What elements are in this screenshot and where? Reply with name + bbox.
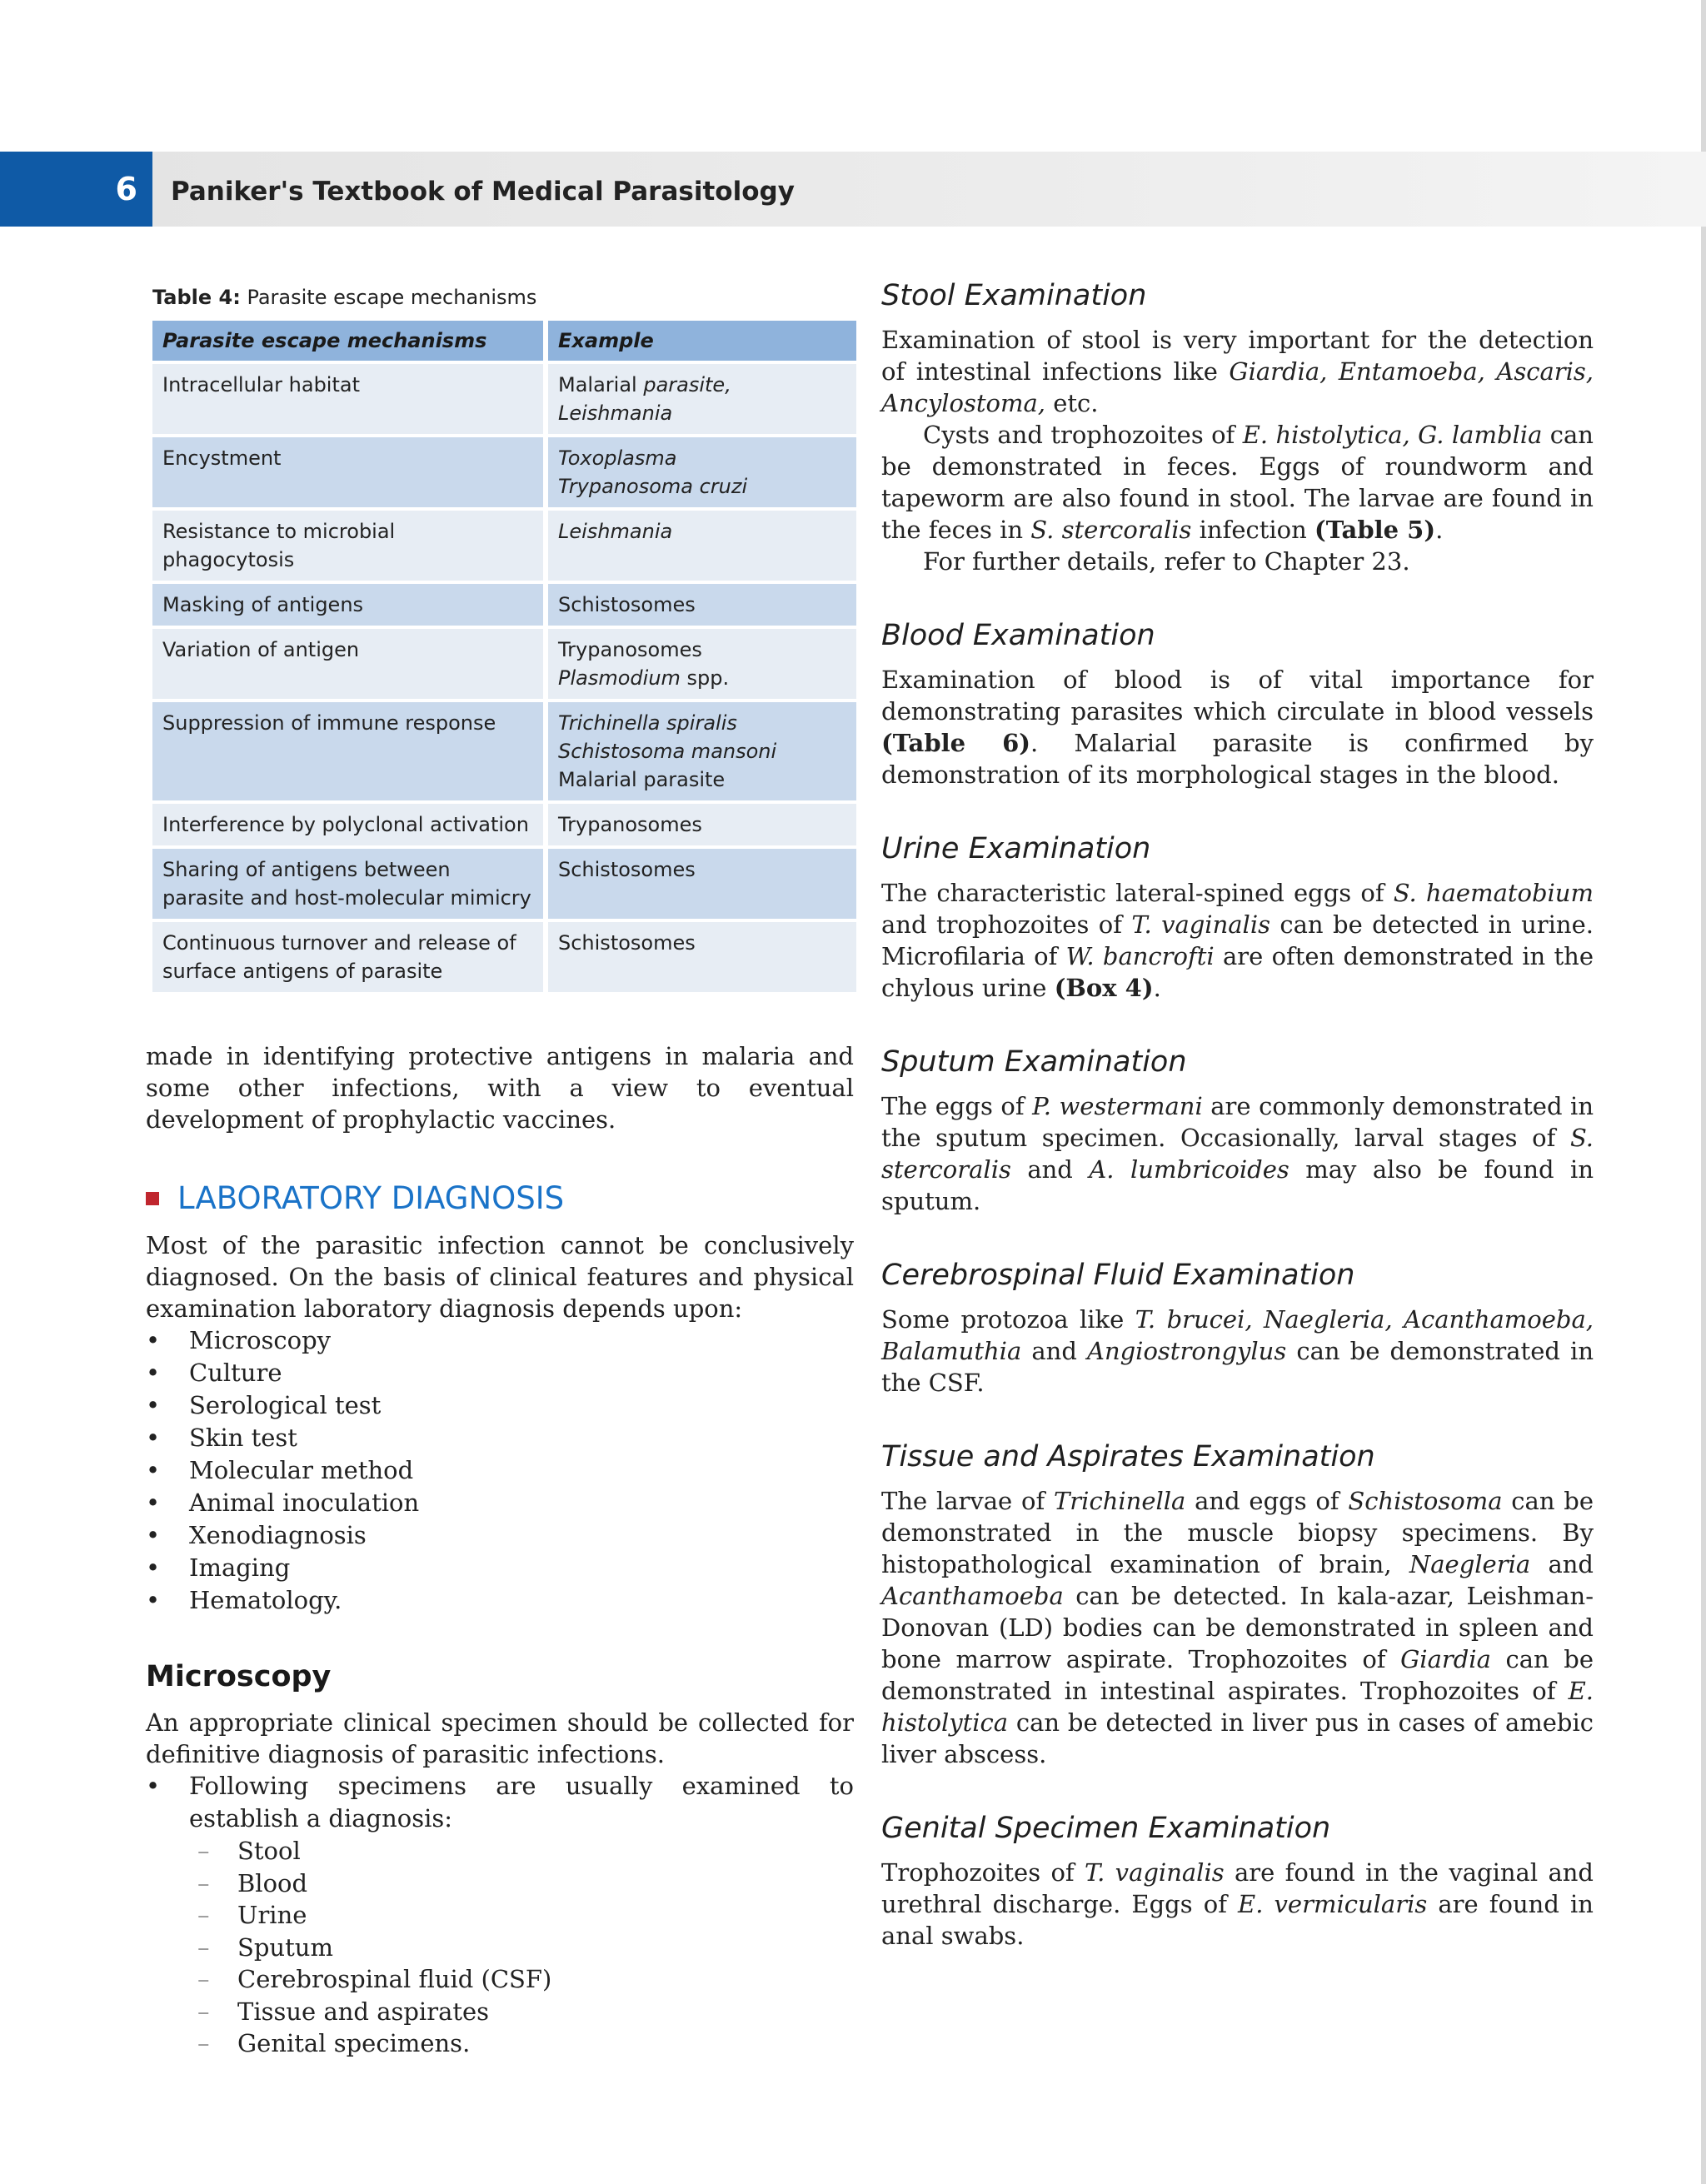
section-title: LABORATORY DIAGNOSIS [177,1180,565,1216]
tissue-heading: Tissue and Aspirates Examination [881,1440,1375,1473]
text-run: are often demonstrated in the chylous urine [881,942,1594,1002]
list-item: – Blood [146,1867,854,1900]
cell-example [548,626,856,699]
text-italic: Schistosoma [1348,1487,1503,1515]
cell-mechanism: Encystment [152,434,548,507]
blood-paragraph [881,664,1594,790]
cell-example [548,507,856,581]
text-italic: E. histolytica, G. lamblia [1242,421,1543,449]
urine-heading: Urine Examination [881,832,1151,865]
text-italic: Giardia, Entamoeba, Ascaris, Ancylostoma, [881,357,1594,417]
list-item: • Xenodiagnosis [146,1519,854,1552]
specimen-list [146,1835,854,2060]
text-run: The larvae of [881,1487,1054,1515]
cell-mechanism: Resistance to microbial phagocytosis [152,507,548,581]
cell-mechanism: Interference by polyclonal activation [152,800,548,845]
text-run: Examination of stool is very important for the detection of intestinal infections like [881,326,1594,386]
stool-paragraph-1 [881,324,1594,419]
text-italic: T. brucei, Naegleria, Acanthamoeba, Balamuthia [881,1305,1594,1365]
stool-heading: Stool Examination [881,279,1147,312]
table-row [152,361,856,434]
list-item: – Cerebrospinal fluid (CSF) [146,1963,854,1996]
list-item: • Molecular method [146,1454,854,1487]
text-run: and eggs of [1185,1487,1349,1515]
example-italic: Trichinella spiralis [558,711,737,735]
microscopy-paragraph: An appropriate clinical specimen should be collected for definitive diagnosis of parasitic infections. [146,1708,854,1768]
text-italic: T. vaginalis [1085,1858,1225,1887]
right-column [881,279,1594,1993]
text-run: . [1435,516,1444,544]
table-row [152,800,856,845]
tissue-section [881,1440,1594,1770]
escape-mechanisms-table [152,321,856,992]
table-header-row [152,321,856,361]
sputum-heading: Sputum Examination [881,1045,1187,1079]
cell-mechanism: Intracellular habitat [152,361,548,434]
example-text: spp. [680,666,730,690]
text-italic: W. bancrofti [1065,942,1215,970]
text-run: are commonly demonstrated in the sputum specimen. Occasionally, larval stages of [881,1092,1594,1152]
text-italic: S. stercoralis [1030,516,1192,544]
list-item: – Tissue and aspirates [146,1996,854,2028]
col-header-mechanism: Parasite escape mechanisms [152,321,548,361]
text-run: . [1153,974,1161,1002]
list-item: • Microscopy [146,1324,854,1357]
text-run: can be demonstrated in feces. Eggs of roundworm and tapeworm are also found in stool. The larvae are found in the feces in [881,421,1594,544]
book-title: Paniker's Textbook of Medical Parasitology [171,177,795,207]
text-italic: Naegleria [1409,1550,1531,1578]
box-reference: (Box 4) [1054,974,1154,1002]
list-item: – Urine [146,1899,854,1932]
cell-mechanism: Continuous turnover and release of surface antigens of parasite [152,919,548,992]
example-italic: Leishmania [558,520,673,543]
list-item: – Sputum [146,1932,854,1964]
text-italic: E. histolytica [881,1677,1594,1737]
text-run: Some protozoa like [881,1305,1135,1334]
text-run: can be detected in liver pus in cases of amebic liver abscess. [881,1708,1594,1768]
example-italic: Plasmodium [558,666,681,690]
stool-section [881,279,1594,577]
list-item: • Serological test [146,1389,854,1422]
text-run: are found in the vaginal and urethral discharge. Eggs of [881,1858,1594,1918]
text-italic: A. lumbricoides [1089,1155,1289,1184]
example-italic: Schistosoma mansoni [558,740,777,763]
cell-example: Schistosomes [548,581,856,626]
table-reference: (Table 5) [1314,516,1436,544]
text-run: Trophozoites of [881,1858,1085,1887]
text-run: and trophozoites of [881,910,1132,939]
cell-example [548,699,856,800]
list-item: • Skin test [146,1422,854,1454]
text-run: can be detected in urine. Microfilaria of [881,910,1594,970]
csf-section [881,1259,1594,1399]
list-item: • Imaging [146,1552,854,1584]
blood-heading: Blood Examination [881,619,1155,652]
genital-paragraph [881,1857,1594,1952]
text-run: can be detected. In kala-azar, Leishman-Donovan (LD) bodies can be demonstrated in spleen and bone marrow aspirate. Trophozoites of [881,1582,1594,1673]
urine-section [881,832,1594,1004]
cell-mechanism: Suppression of immune response [152,699,548,800]
cell-mechanism: Sharing of antigens between parasite and host-molecular mimicry [152,845,548,919]
text-run: and [1530,1550,1594,1578]
sputum-section [881,1045,1594,1217]
cell-example [548,361,856,434]
intro-paragraph: made in identifying protective antigens in malaria and some other infections, with a view to eventual development of prophylactic vaccines. [146,1042,854,1134]
text-run: . Malarial parasite is confirmed by demonstration of its morphological stages in the blood. [881,729,1594,789]
table-caption [152,286,854,309]
text-italic: Trichinella [1053,1487,1186,1515]
list-item: • Hematology. [146,1584,854,1617]
section-bullet-icon [146,1192,159,1205]
text-run: and [1010,1155,1090,1184]
left-column [146,279,854,2060]
text-run: The eggs of [881,1092,1033,1120]
example-text: Malarial parasite [558,768,726,791]
text-run: may also be found in sputum. [881,1155,1594,1215]
text-run: and [1021,1337,1087,1365]
text-italic: Acanthamoeba [881,1582,1064,1610]
text-run: etc. [1045,389,1099,417]
text-italic: S. haematobium [1393,879,1594,907]
cell-mechanism: Masking of antigens [152,581,548,626]
cell-example: Schistosomes [548,919,856,992]
list-item: • Following specimens are usually examined to establish a diagnosis: [146,1770,854,1835]
section-heading [146,1180,854,1216]
text-run: The characteristic lateral-spined eggs of [881,879,1394,907]
lab-paragraph: Most of the parasitic infection cannot be conclusively diagnosed. On the basis of clinical features and physical examination laboratory diagnosis depends upon: [146,1231,854,1323]
csf-heading: Cerebrospinal Fluid Examination [881,1259,1355,1292]
example-italic: parasite, Leishmania [558,373,731,425]
page-edge [1701,0,1706,2184]
example-italic: Trypanosoma cruzi [558,475,748,498]
table-label: Table 4: [152,286,241,309]
tissue-paragraph [881,1485,1594,1770]
example-text: Trypanosomes [558,638,702,661]
example-text: Malarial [558,373,644,396]
text-run: are found in anal swabs. [881,1890,1594,1950]
list-item: • Culture [146,1357,854,1389]
urine-paragraph [881,877,1594,1004]
text-run: infection [1191,516,1315,544]
example-italic: Toxoplasma [558,446,677,470]
text-italic: S. stercoralis [881,1124,1594,1184]
text-italic: Angiostrongylus [1087,1337,1287,1365]
cell-example: Trypanosomes [548,800,856,845]
text-run: Cysts and trophozoites of [923,421,1243,449]
blood-section [881,619,1594,790]
text-run: Examination of blood is of vital importance for demonstrating parasites which circulate in blood vessels [881,666,1594,726]
cell-example [548,434,856,507]
csf-paragraph [881,1304,1594,1399]
text-run: can be demonstrated in intestinal aspirates. Trophozoites of [881,1645,1594,1705]
table-reference: (Table 6) [881,729,1030,757]
text-run: can be demonstrated in the CSF. [881,1337,1594,1397]
text-italic: Giardia [1400,1645,1491,1673]
text-italic: T. vaginalis [1131,910,1270,939]
table-row [152,845,856,919]
diagnosis-list [146,1324,854,1617]
table-row [152,581,856,626]
cell-mechanism: Variation of antigen [152,626,548,699]
table-row [152,434,856,507]
stool-paragraph-3: For further details, refer to Chapter 23. [923,547,1410,576]
cell-example: Schistosomes [548,845,856,919]
list-item: – Genital specimens. [146,2027,854,2060]
genital-section [881,1812,1594,1952]
table-row [152,626,856,699]
genital-heading: Genital Specimen Examination [881,1812,1331,1845]
table-title: Parasite escape mechanisms [247,286,537,309]
list-item: • Animal inoculation [146,1487,854,1519]
microscopy-heading: Microscopy [146,1660,332,1693]
page-number: 6 [0,152,152,227]
text-run: can be demonstrated in the muscle biopsy specimens. By histopathological examination of brain, [881,1487,1594,1578]
col-header-example: Example [548,321,856,361]
specimen-intro-list [146,1770,854,1835]
text-italic: P. westermani [1032,1092,1203,1120]
table-row [152,919,856,992]
list-item: – Stool [146,1835,854,1867]
sputum-paragraph [881,1090,1594,1217]
text-italic: E. vermicularis [1238,1890,1428,1918]
stool-paragraph-2 [881,419,1594,546]
table-row [152,507,856,581]
table-row [152,699,856,800]
